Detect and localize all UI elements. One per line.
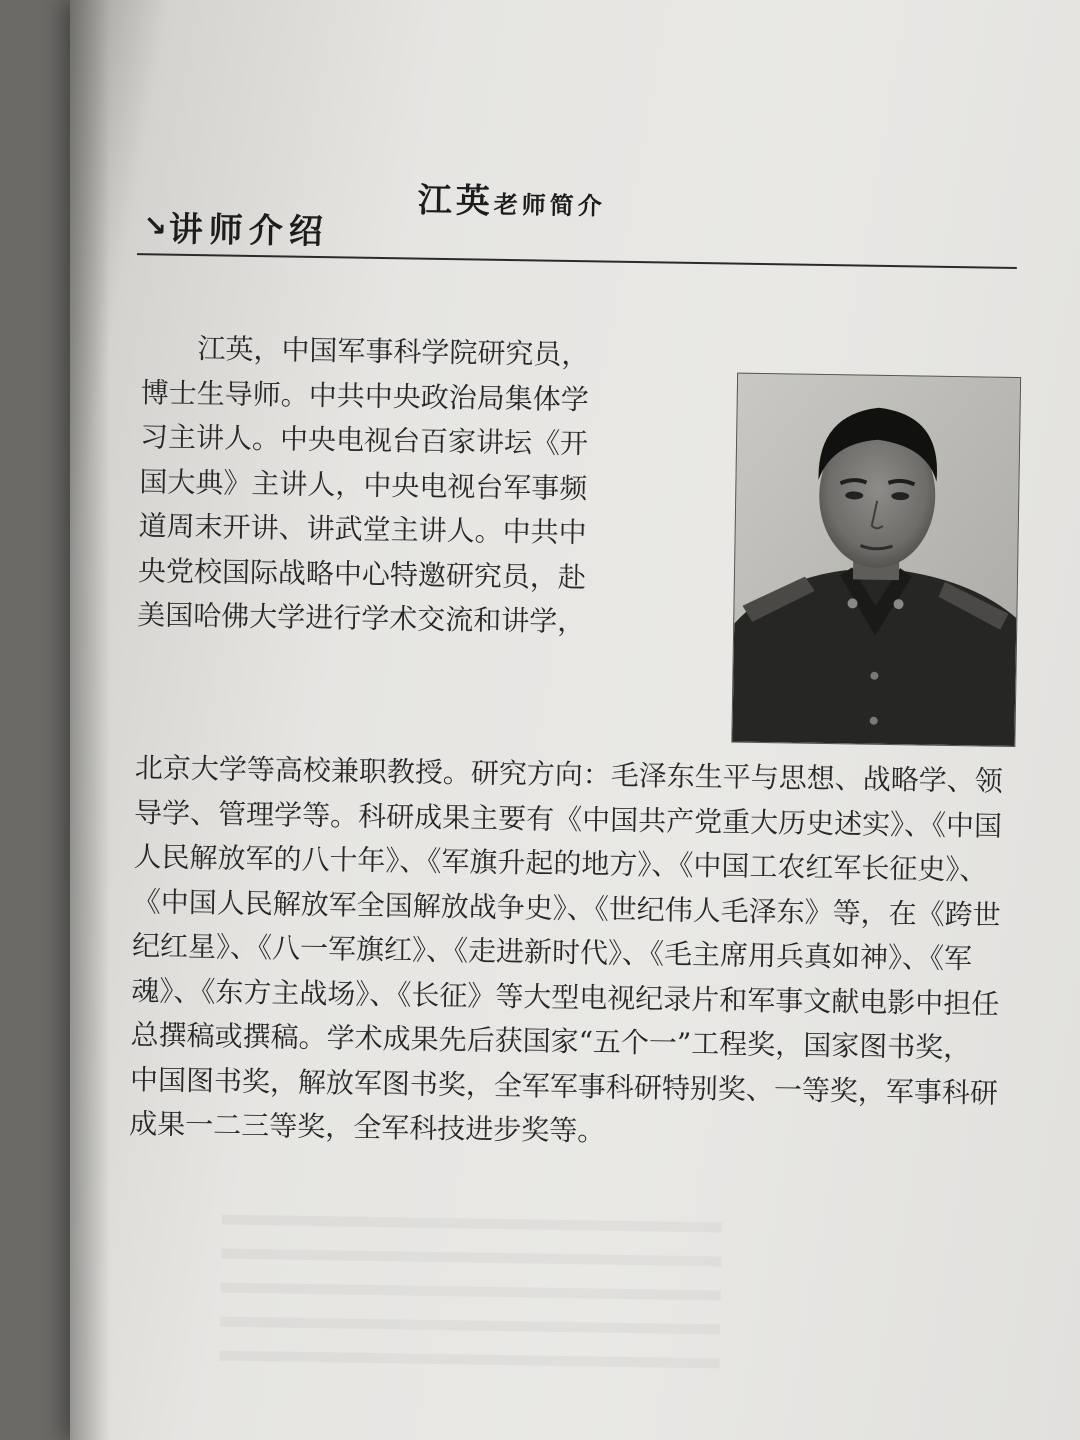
bio-line: 魂》、《东方主战场》、《长征》等大型电视纪录片和军事文献电影中担任: [131, 973, 1000, 1021]
bio-line: 北京大学等高校兼职教授。研究方向：毛泽东生平与思想、战略学、领: [134, 751, 1004, 798]
show-through-line: [220, 1351, 720, 1369]
bio-paragraph-bottom: [129, 746, 1035, 1161]
bio-line: 中国图书奖，解放军图书奖，全军军事科研特别奖、一等奖，军事科研: [129, 1062, 999, 1110]
bio-line: 江英，中国军事科学院研究员，: [197, 332, 590, 372]
bio-line: 美国哈佛大学进行学术交流和讲学，: [137, 598, 586, 639]
show-through-text: [219, 1215, 722, 1393]
bio-line: 纪红星》、《八一军旗红》、《走进新时代》、《毛主席用兵真如神》、《军: [131, 929, 973, 976]
bio-line: 道周末开讲、讲武堂主讲人。中共中: [138, 509, 587, 550]
show-through-line: [220, 1317, 720, 1335]
bio-line: 人民解放军的八十年》、《军旗升起的地方》、《中国工农红军长征史》、: [133, 840, 988, 887]
bio-line: 成果一二三等奖，全军科技进步奖等。: [129, 1107, 606, 1148]
bio-line: 习主讲人。中央电视台百家讲坛《开: [139, 420, 589, 461]
page-title: [417, 173, 778, 228]
section-header: [143, 201, 329, 253]
bio-paragraph-top: [137, 326, 622, 645]
portrait-illustration: [732, 374, 1020, 746]
bio-line: 《中国人民解放军全国解放战争史》、《世纪伟人毛泽东》等，在《跨世: [132, 884, 1001, 932]
portrait-photo: [731, 373, 1021, 747]
title-name: 江英: [417, 180, 495, 222]
bio-line: 央党校国际战略中心特邀研究员，赴: [137, 553, 587, 594]
header-rule: [137, 253, 1017, 269]
show-through-line: [221, 1249, 721, 1267]
bio-line: 导学、管理学等。科研成果主要有《中国共产党重大历史述实》、《中国: [133, 795, 1003, 843]
show-through-line: [221, 1283, 721, 1301]
title-suffix: 老师简介: [493, 190, 606, 221]
bio-line: 博士生导师。中共中央政治局集体学: [140, 375, 590, 416]
bio-line: 国大典》主讲人，中央电视台军事频: [139, 464, 588, 505]
book-page: [70, 0, 1080, 1440]
page-content: [70, 0, 1080, 1440]
bio-line: 总撰稿或撰稿。学术成果先后获国家“五个一”工程奖，国家图书奖，: [130, 1018, 972, 1065]
arrow-icon: ↘: [143, 209, 168, 243]
show-through-line: [222, 1215, 722, 1233]
section-label: 讲师介绍: [168, 209, 330, 253]
